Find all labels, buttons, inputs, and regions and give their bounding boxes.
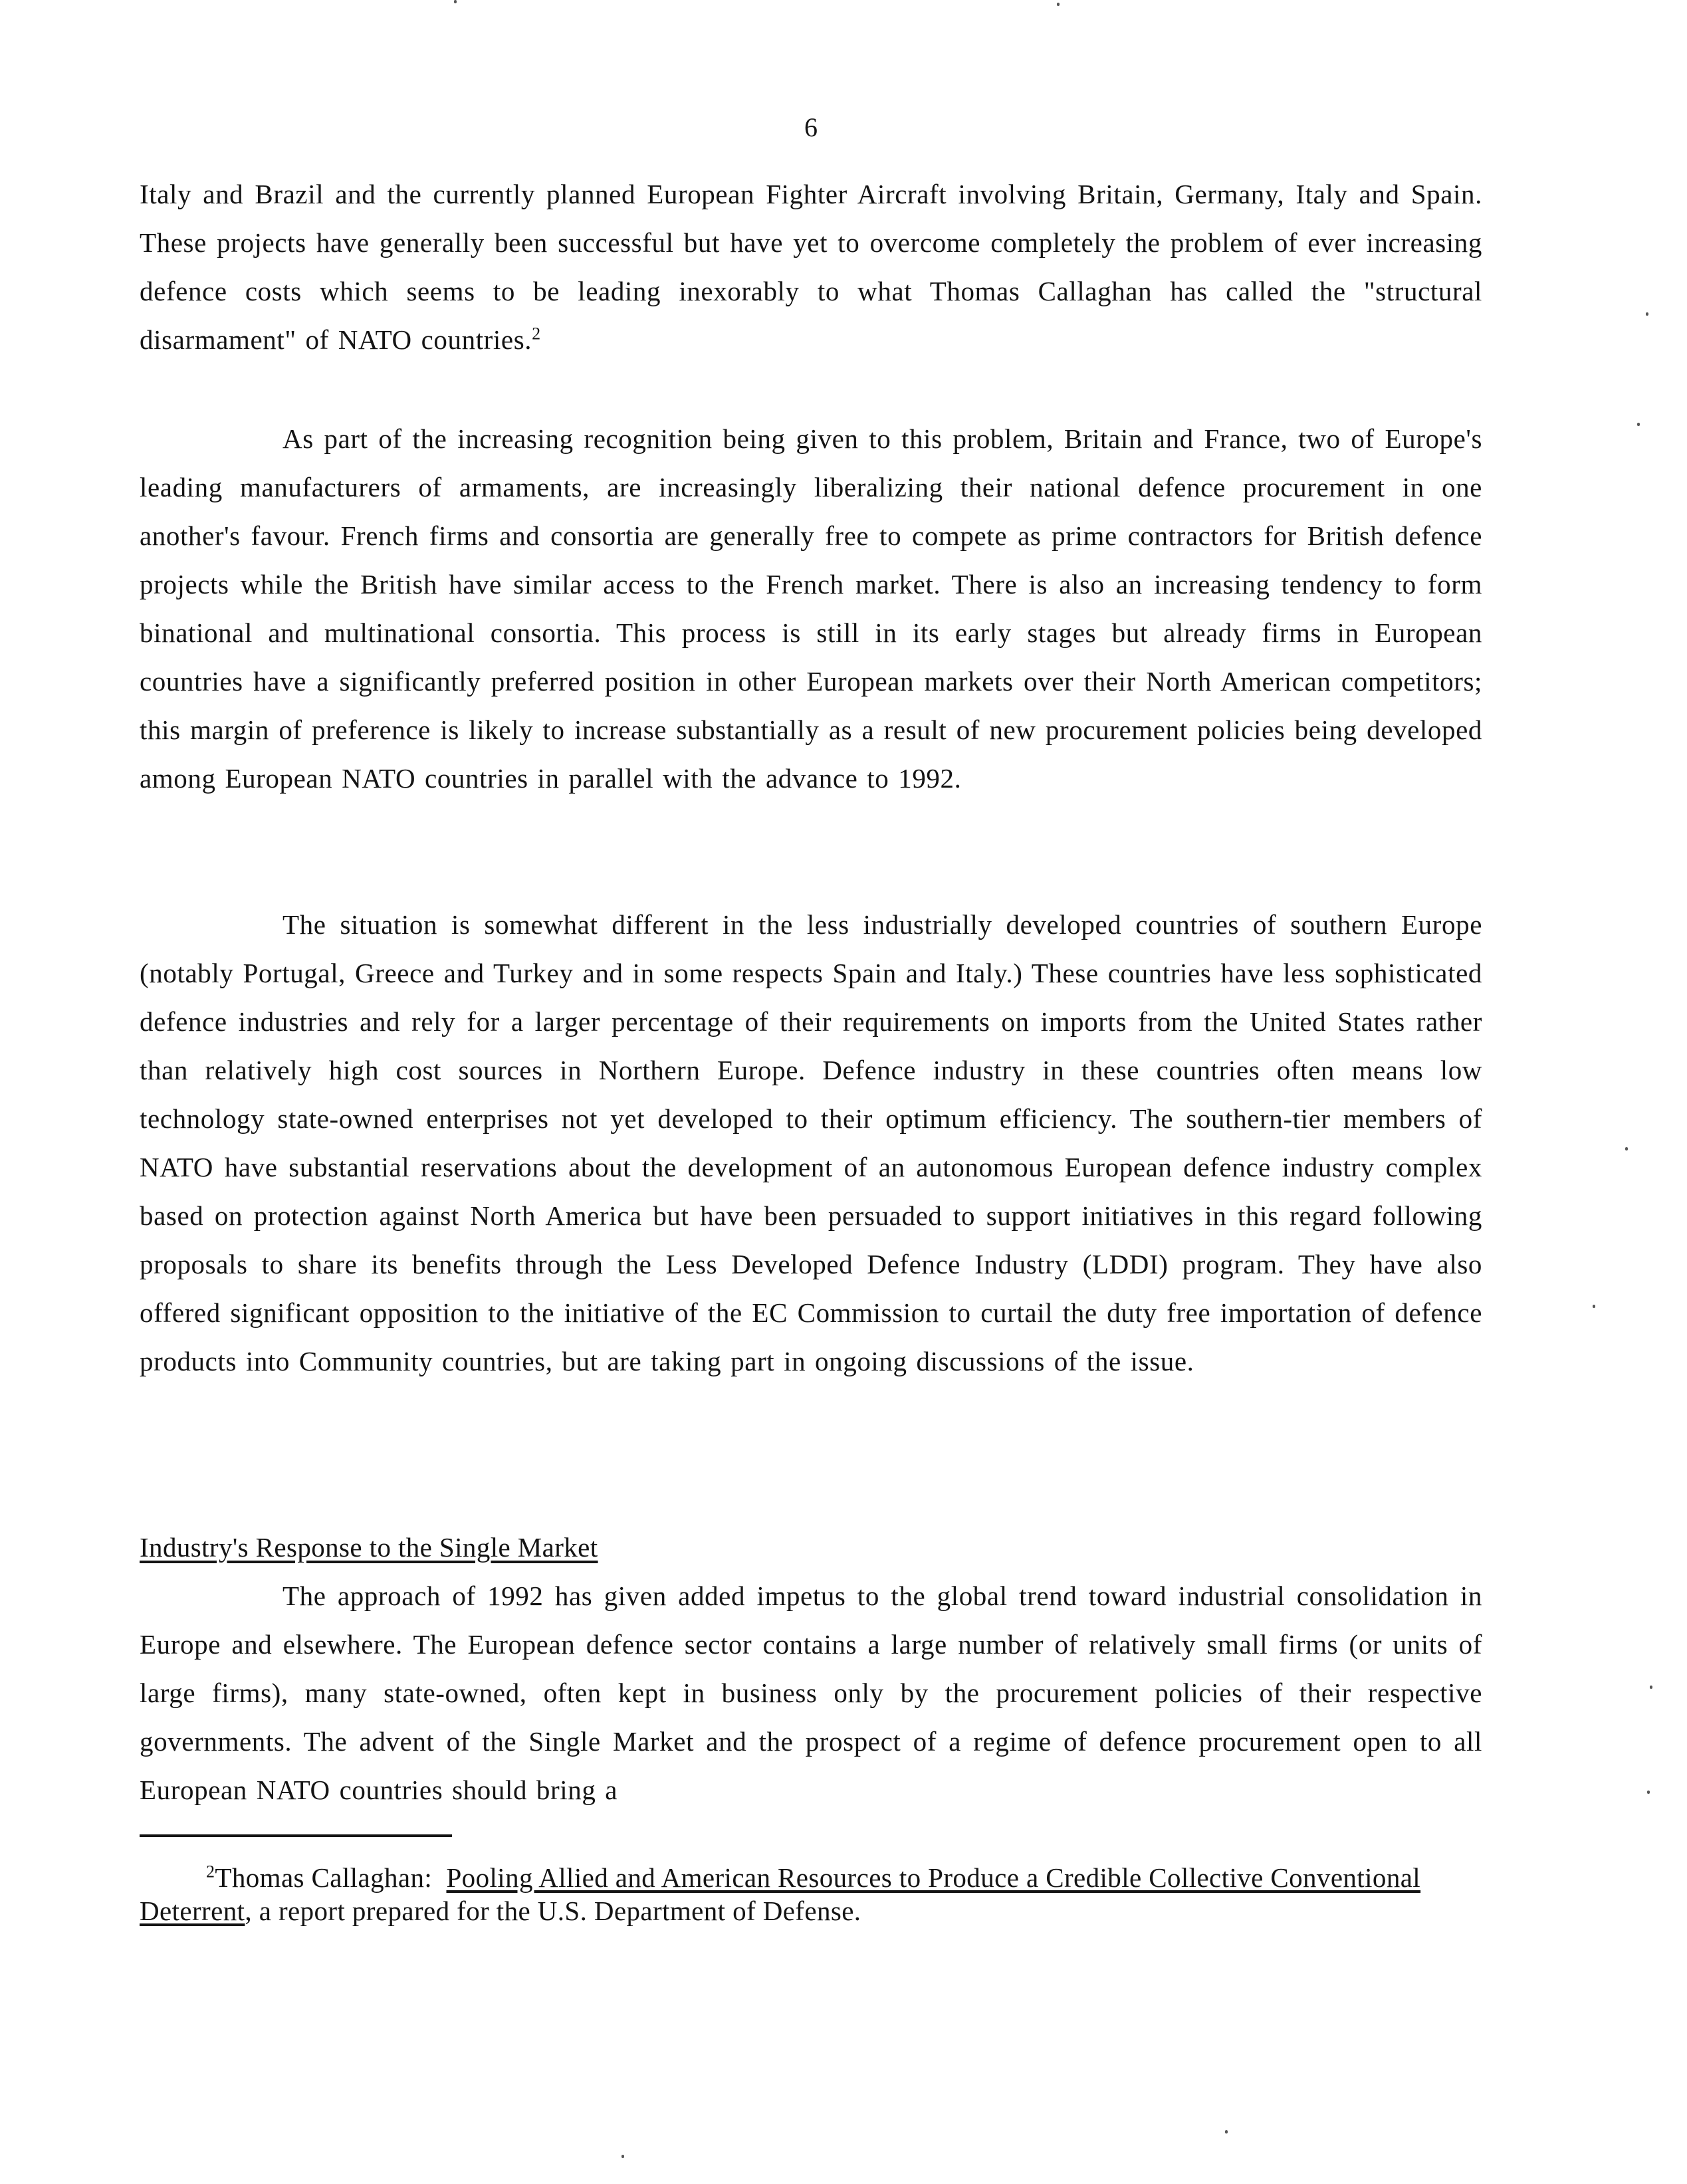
scan-speck xyxy=(1057,3,1060,6)
paragraph-1-text: Italy and Brazil and the currently planned European Fighter Aircraft involving Britain, Germany, Italy and Spain. These projects have generally been successful but have yet to overcome completely the problem of ever increasing defence costs which seems to be leading inexorably to what Thomas Callaghan has called the "structural disarmament" of NATO countries. xyxy=(140,179,1482,355)
scan-speck xyxy=(454,0,457,3)
footnote-title: Pooling Allied and American Resources to Produce a Credible Collective Conventional Deterrent xyxy=(140,1862,1421,1926)
scan-speck xyxy=(1647,1791,1650,1794)
footnote-rest: , a report prepared for the U.S. Department of Defense. xyxy=(245,1896,861,1926)
paragraph-1 xyxy=(140,170,1482,364)
scan-speck xyxy=(1637,423,1640,426)
footnote-author: Thomas Callaghan: xyxy=(215,1862,433,1893)
scan-speck xyxy=(1593,1305,1595,1308)
scan-speck xyxy=(1625,1147,1628,1150)
footnote xyxy=(140,1861,1482,1927)
page-number: 6 xyxy=(804,112,818,142)
scan-speck xyxy=(1225,2130,1228,2133)
scan-speck xyxy=(1650,1686,1652,1689)
footnote-divider xyxy=(140,1834,452,1837)
footnote-reference[interactable]: 2 xyxy=(532,324,541,344)
footnote-marker: 2 xyxy=(206,1862,215,1882)
section-heading: Industry's Response to the Single Market xyxy=(140,1532,598,1563)
scan-speck xyxy=(621,2155,624,2158)
paragraph-3: The situation is somewhat different in the less industrially developed countries of southern Europe (notably Portugal, Greece and Turkey and in some respects Spain and Italy.) These countries have less sophisticated defence industries and rely for a larger percentage of their requirements on imports from the United States rather than relatively high cost sources in Northern Europe. Defence industry in these countries often means low technology state-owned enterprises not yet developed to their optimum efficiency. The southern-tier members of NATO have substantial reservations about the development of an autonomous European defence industry complex based on protection against North America but have been persuaded to support initiatives in this regard following proposals to share its benefits through the Less Developed Defence Industry (LDDI) program. They have also offered significant opposition to the initiative of the EC Commission to curtail the duty free importation of defence products into Community countries, but are taking part in ongoing discussions of the issue. xyxy=(140,909,1482,1376)
paragraph-2: As part of the increasing recognition being given to this problem, Britain and France, two of Europe's leading manufacturers of armaments, are increasingly liberalizing their national defence procurement in one another's favour. French firms and consortia are generally free to compete as prime contractors for British defence projects while the British have similar access to the French market. There is also an increasing tendency to form binational and multinational consortia. This process is still in its early stages but already firms in European countries have a significantly preferred position in other European markets over their North American competitors; this margin of preference is likely to increase substantially as a result of new procurement policies being developed among European NATO countries in parallel with the advance to 1992. xyxy=(140,423,1482,794)
paragraph-4: The approach of 1992 has given added impetus to the global trend toward industrial consolidation in Europe and elsewhere. The European defence sector contains a large number of relatively small firms (or units of large firms), many state-owned, often kept in business only by the procurement policies of their respective governments. The advent of the Single Market and the prospect of a regime of defence procurement open to all European NATO countries should bring a xyxy=(140,1581,1482,1805)
scan-speck xyxy=(1646,312,1648,316)
